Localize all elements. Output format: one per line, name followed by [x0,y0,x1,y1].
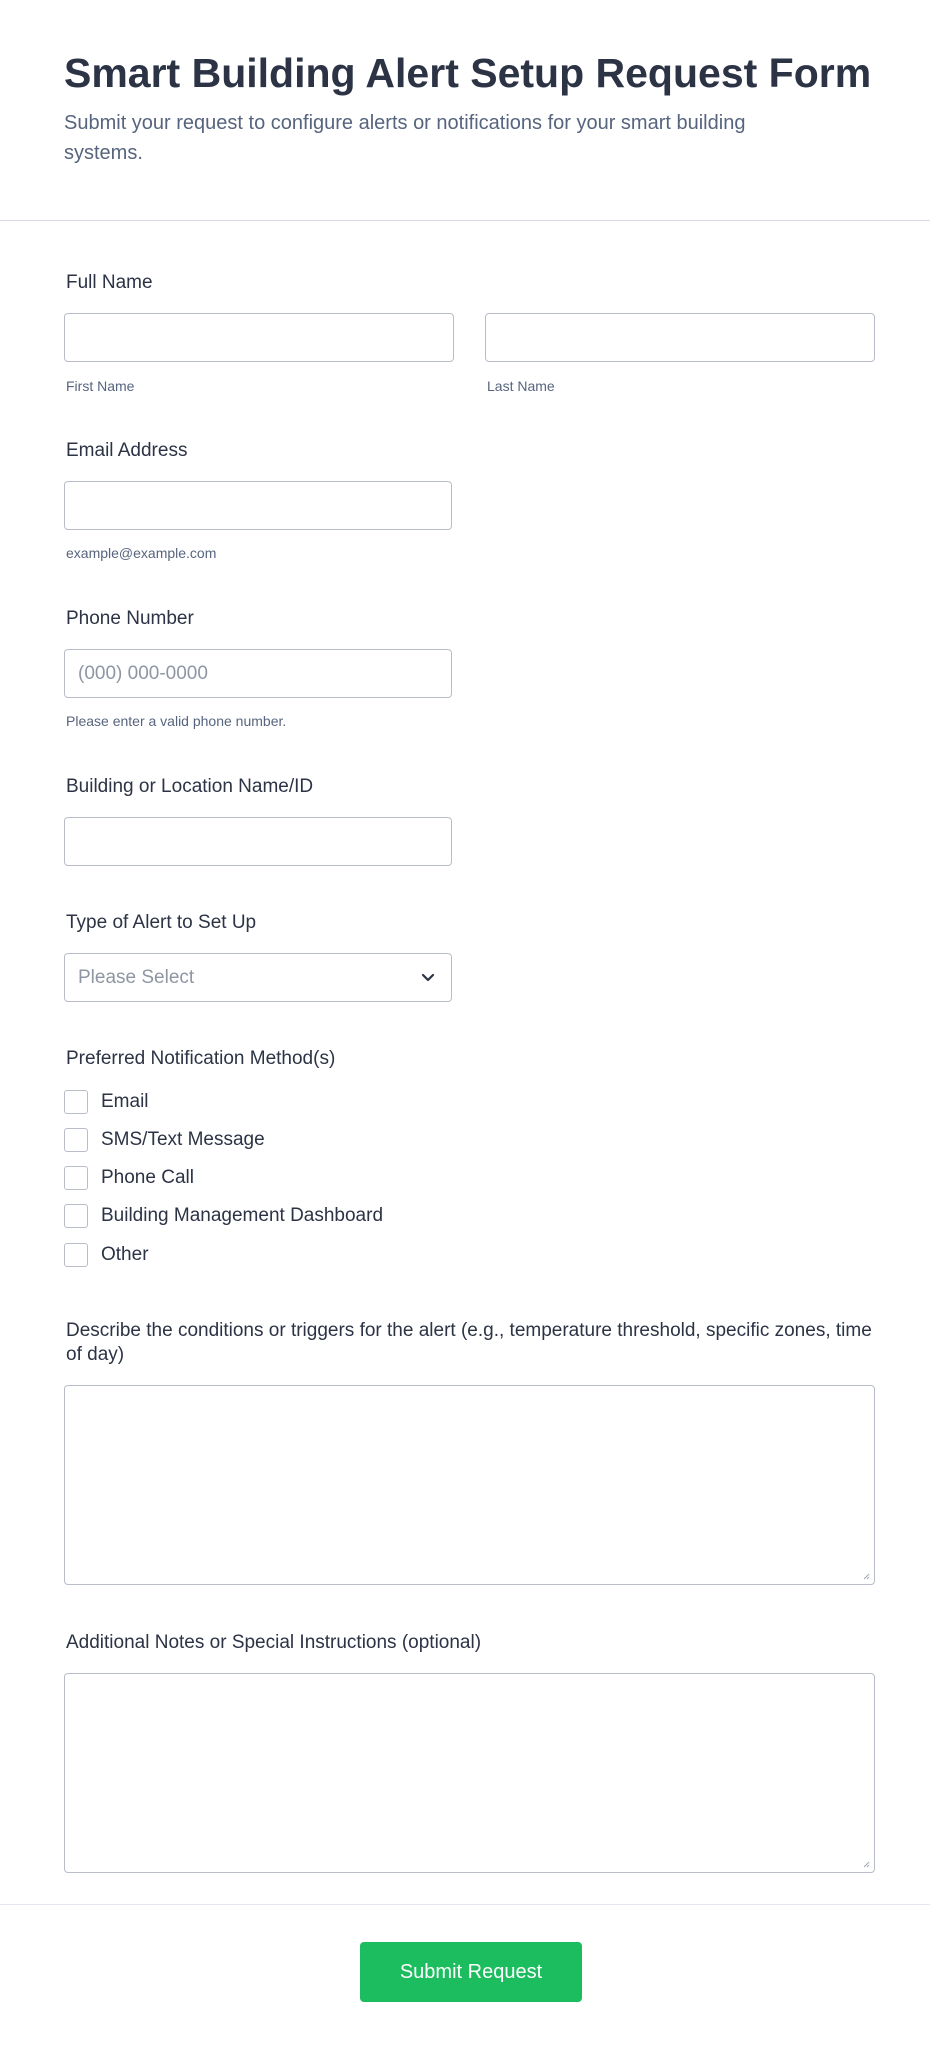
building-input[interactable] [64,817,452,866]
first-name-sublabel: First Name [66,378,135,394]
checkbox-phone-call[interactable] [64,1166,88,1190]
email-sublabel: example@example.com [66,545,217,561]
footer-divider [0,1904,930,1905]
conditions-label: Describe the conditions or triggers for the alert (e.g., temperature threshold, specific zones, time of day) [66,1320,872,1365]
alert-type-placeholder: Please Select [78,967,195,988]
building-label: Building or Location Name/ID [66,776,314,797]
submit-button[interactable]: Submit Request [360,1942,582,2002]
alert-type-label: Type of Alert to Set Up [66,912,257,933]
checkbox-label-other[interactable]: Other [101,1244,149,1265]
phone-sublabel: Please enter a valid phone number. [66,713,287,729]
checkbox-other[interactable] [64,1243,88,1267]
resize-handle-icon[interactable] [862,1572,870,1580]
checkbox-label-email[interactable]: Email [101,1091,149,1112]
email-label: Email Address [66,440,188,461]
page-title: Smart Building Alert Setup Request Form [64,50,872,96]
email-input[interactable] [64,481,452,530]
header-divider [0,220,930,221]
checkbox-label-dashboard[interactable]: Building Management Dashboard [101,1205,384,1226]
resize-handle-icon[interactable] [862,1860,870,1868]
phone-label: Phone Number [66,608,194,629]
phone-placeholder: (000) 000-0000 [78,663,208,684]
last-name-input[interactable] [485,313,875,362]
checkbox-sms[interactable] [64,1128,88,1152]
page-subtitle: Submit your request to configure alerts or notifications for your smart building systems. [64,112,746,164]
conditions-textarea[interactable] [64,1385,875,1585]
notes-label: Additional Notes or Special Instructions (optional) [66,1632,482,1653]
checkbox-dashboard[interactable] [64,1204,88,1228]
checkbox-email[interactable] [64,1090,88,1114]
notes-textarea[interactable] [64,1673,875,1873]
chevron-down-icon [419,968,437,986]
alert-type-select[interactable] [64,953,452,1002]
first-name-input[interactable] [64,313,454,362]
full-name-label: Full Name [66,272,153,293]
checkbox-label-phone-call[interactable]: Phone Call [101,1167,194,1188]
phone-input[interactable] [64,649,452,698]
last-name-sublabel: Last Name [487,378,555,394]
checkbox-label-sms[interactable]: SMS/Text Message [101,1129,265,1150]
notification-label: Preferred Notification Method(s) [66,1048,336,1069]
